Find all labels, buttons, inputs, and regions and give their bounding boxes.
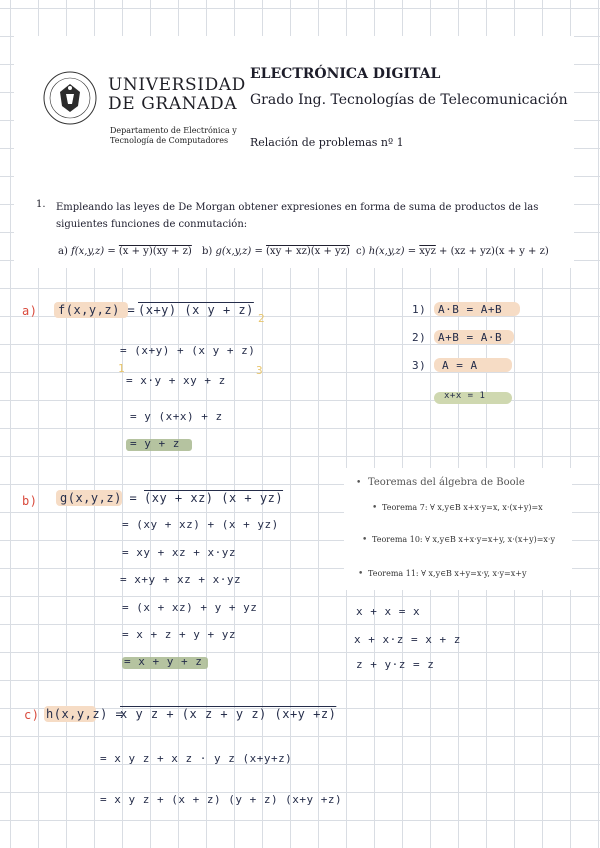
part-b-step1: = (xy + xz) + (x + yz) [122, 518, 279, 531]
equation-b-rhs: (xy + xz)(x + yz) [266, 246, 350, 257]
part-c-line1: x y z + (x z + y z) (x+y +z) [120, 707, 337, 721]
equation-a-lhs: f(x,y,z) = [71, 246, 119, 257]
equation-c-rhs1: $\overline{xyz}$ [419, 246, 436, 257]
law2-number: 2) [412, 331, 427, 344]
equation-b-lhs: g(x,y,z) = [215, 246, 267, 257]
part-a-step2: = x·y + xy + z [126, 374, 226, 387]
theorem-11: Teorema 11: ∀ x,y∈B x+y=x·y, x·y=x+y [368, 569, 527, 578]
part-b-step3: = x+y + xz + x·yz [120, 573, 242, 586]
equation-c [356, 246, 549, 257]
course-title: ELECTRÓNICA DIGITAL [250, 66, 441, 82]
law2: A+B = A·B [438, 331, 503, 344]
law3: A = A [442, 359, 478, 372]
part-a-line1: (x+y) (x y + z) [138, 303, 254, 317]
equation-a [58, 246, 192, 257]
part-a-step3: = y (x+x) + z [130, 410, 223, 423]
law3-number: 3) [412, 359, 427, 372]
part-a-step1: = (x+y) + (x y + z) [120, 344, 256, 357]
part-a-note-3: 3 [256, 364, 264, 377]
question-number: 1. [36, 199, 46, 210]
equation-a-label: a) [58, 246, 68, 257]
question-text: Empleando las leyes de De Morgan obtener expresiones en forma de suma de productos de las siguientes funciones de conmutación: [56, 202, 539, 230]
theorem-title-bullet: • [356, 478, 362, 488]
part-b-step5: = x + z + y + yz [122, 628, 236, 641]
part-a-label: f(x,y,z) = [58, 303, 136, 317]
university-line2: DE GRANADA [108, 94, 238, 114]
degree-name: Grado Ing. Tecnologías de Telecomunicación [250, 92, 568, 108]
problem-set-title: Relación de problemas nº 1 [250, 136, 404, 149]
university-line1: UNIVERSIDAD [108, 75, 246, 95]
identity-3: z + y·z = z [356, 658, 435, 671]
university-name [108, 76, 246, 114]
equation-a-rhs: (x + y)(xy + z) [118, 246, 192, 257]
theorem7-bullet: • [372, 503, 378, 513]
theorems-title: Teoremas del álgebra de Boole [368, 477, 525, 488]
part-a-note-1: 1 [118, 362, 126, 375]
theorem-7: Teorema 7: ∀ x,y∈B x+x·y=x, x·(x+y)=x [382, 503, 543, 512]
part-a-note-2: 2 [258, 312, 266, 325]
part-b-step4: = (x + xz) + y + yz [122, 601, 258, 614]
part-b-marker: b) [22, 494, 38, 508]
part-b-result: = x + y + z [124, 655, 203, 668]
theorem-10: Teorema 10: ∀ x,y∈B x+x·y=x+y, x·(x+y)=x·y [372, 535, 555, 544]
part-b-label: g(x,y,z) = [60, 491, 138, 505]
law1-number: 1) [412, 303, 427, 316]
part-c-marker: c) [24, 708, 40, 722]
identity-2: x + x·z = x + z [354, 633, 461, 646]
department-name [110, 126, 250, 146]
identity-1: x + x = x [356, 605, 421, 618]
theorem10-bullet: • [362, 535, 368, 545]
part-c-step1: = x y z + x z · y z (x+y+z) [100, 752, 293, 765]
part-a-marker: a) [22, 304, 38, 318]
part-c-label: h(x,y,z) = [46, 707, 124, 721]
equation-b-label: b) [202, 246, 213, 257]
part-b-step2: = xy + xz + x·yz [122, 546, 236, 559]
department-line1: Departamento de Electrónica y [110, 126, 237, 135]
part-c-step2: = x y z + (x + z) (y + z) (x+y +z) [100, 793, 343, 806]
part-a-result: = y + z [130, 437, 180, 450]
department-line2: Tecnología de Computadores [110, 136, 229, 145]
law1: A·B = A+B [438, 303, 503, 316]
equation-b [202, 246, 350, 257]
theorem11-bullet: • [358, 569, 364, 579]
equation-c-label: c) [356, 246, 366, 257]
university-crest-icon [42, 70, 98, 126]
equation-c-rhs2: + (xz + yz)(x + y + z) [435, 246, 549, 257]
law4: x+x = 1 [444, 391, 486, 401]
equation-c-lhs: h(x,y,z) = [368, 246, 420, 257]
part-b-line1: (xy + xz) (x + yz) [144, 491, 284, 505]
